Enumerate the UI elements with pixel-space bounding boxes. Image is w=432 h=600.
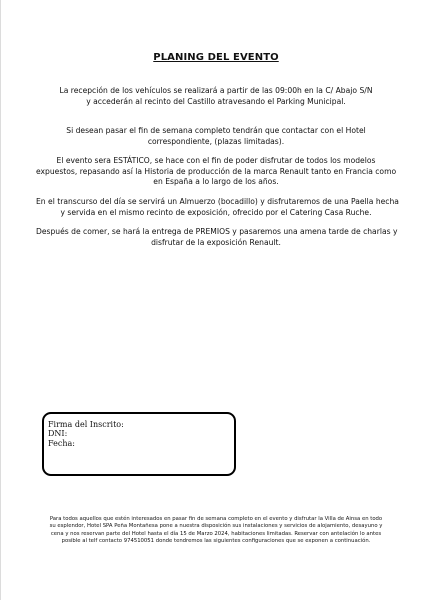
page-title: PLANING DEL EVENTO — [153, 52, 279, 63]
paragraph-reception — [36, 86, 396, 107]
paragraph-line: disfrutar de la exposición Renault. — [151, 237, 281, 247]
firma-label: Firma del Inscrito: — [48, 420, 124, 429]
signature-form-box[interactable] — [42, 412, 236, 476]
paragraph-line: y accederán al recinto del Castillo atravesando el Parking Municipal. — [86, 96, 346, 106]
footer-line: posible al telf contacto 974510051 donde tendremos las siguientes configuraciones que se exponen a continuación. — [61, 537, 371, 544]
paragraph-awards — [36, 227, 396, 248]
paragraph-line: en España a lo largo de los años. — [153, 177, 279, 186]
paragraph-line: expuestos, repasando así la Historia de producción de la marca Renault tanto en Francia como — [36, 166, 397, 176]
paragraph-line: correspondiente, (plazas limitadas). — [147, 136, 285, 146]
paragraph-line: El evento sera ESTÁTICO, se hace con el fin de poder disfrutar de todos los modelos — [56, 156, 376, 165]
footer-line: cena y nos reservan parte del Hotel hasta el día 15 de Marzo 2024, habitaciones limitadas. Reservar con antelación lo antes — [50, 530, 382, 537]
paragraph-line: Si desean pasar el fin de semana completo tendrán que contactar con el Hotel — [66, 126, 366, 135]
paragraph-line: La recepción de los vehículos se realizará a partir de las 09:00h en la C/ Abajo S/N — [59, 86, 373, 95]
paragraph-line: Después de comer, se hará la entrega de PREMIOS y pasaremos una amena tarde de charlas y — [36, 227, 398, 236]
footer-note — [38, 516, 394, 545]
page-edge — [0, 0, 1, 600]
dni-label: DNI: — [48, 429, 68, 439]
footer-line: su esplendor, Hotel SPA Peña Montañesa pone a nuestra disposición sus instalaciones y servicios de alojamiento, desayuno y — [49, 523, 383, 530]
fecha-label: Fecha: — [48, 438, 75, 448]
paragraph-line: En el transcurso del día se servirá un Almuerzo (bocadillo) y disfrutaremos de una Paella hecha — [36, 197, 399, 206]
paragraph-lunch — [36, 197, 399, 218]
paragraph-line: y servida en el mismo recinto de exposición, ofrecido por el Catering Casa Ruche. — [60, 207, 372, 217]
footer-line: Para todos aquellos que estén interesados en pasar fin de semana completo en el evento y disfrutar la Villa de Ainsa en todo — [49, 516, 383, 522]
paragraph-static-event — [36, 156, 396, 188]
paragraph-hotel — [36, 126, 396, 147]
